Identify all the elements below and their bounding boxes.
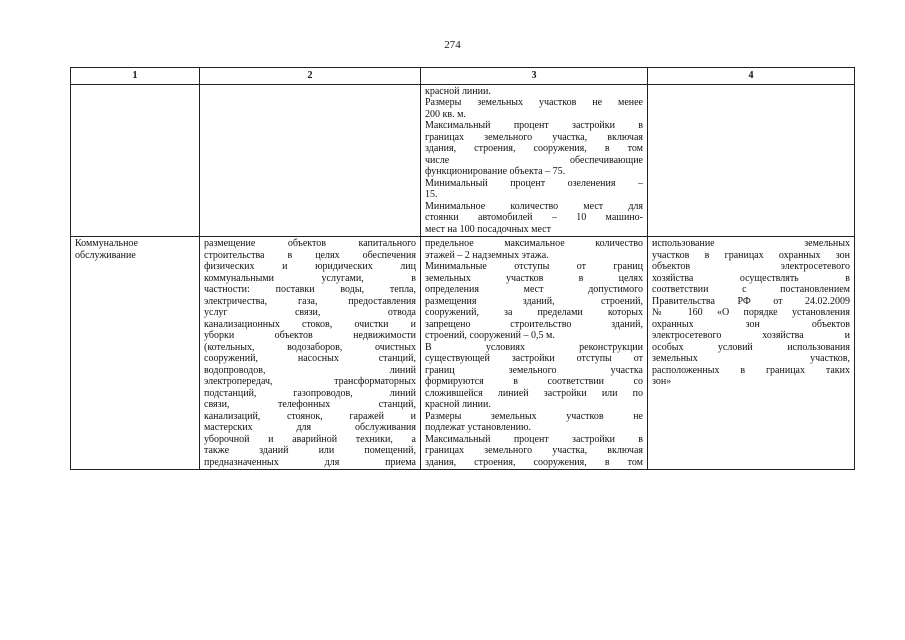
cell-text-line: Правительства РФ от 24.02.2009: [652, 295, 850, 307]
cell-text-line: мастерских для обслуживания: [204, 422, 416, 433]
cell-text-line: Минимальные отступы от границ: [425, 261, 643, 272]
land-use-type-cell: [71, 84, 200, 237]
cell-text-line: соответствии с постановлением: [652, 284, 850, 295]
cell-text-line: стоянки автомобилей – 10 машино-: [425, 212, 643, 223]
parameters-cell: [421, 237, 648, 470]
cell-text-line: строений, сооружений – 0,5 м.: [425, 330, 555, 341]
restrictions-cell: [648, 237, 855, 470]
cell-text-line: связи, телефонных станций,: [204, 399, 416, 410]
cell-text-line: частности: поставки воды, тепла,: [204, 284, 416, 295]
cell-text-line: водопроводов, линий: [204, 364, 416, 376]
cell-text-line: подстанций, газопроводов, линий: [204, 387, 416, 399]
cell-text-line: участков в границах охранных зон: [652, 249, 850, 261]
column-header-2: 2: [200, 68, 421, 85]
cell-text-line: предназначенных для приема: [204, 456, 416, 468]
cell-text-line: также зданий или помещений,: [204, 445, 416, 456]
cell-text-line: использование земельных: [652, 238, 850, 249]
cell-text-line: канализационных стоков, очистки и: [204, 318, 416, 330]
cell-text-line: Минимальное количество мест для: [425, 200, 643, 212]
column-header-1: 1: [71, 68, 200, 85]
cell-text-line: расположенных в границах таких: [652, 364, 850, 376]
cell-text-line: функционирование объекта – 75.: [425, 166, 566, 177]
cell-text-line: Коммунальное: [75, 238, 138, 249]
cell-text-line: красной линии.: [425, 85, 491, 97]
cell-text-line: физических и юридических лиц: [204, 261, 416, 272]
cell-text-line: размещение объектов капитального: [204, 238, 416, 249]
restrictions-cell: [648, 84, 855, 237]
cell-text-line: обслуживание: [75, 249, 136, 261]
table-header-row: [71, 68, 855, 85]
cell-text-line: № 160 «О порядке установления: [652, 307, 850, 318]
cell-text-line: мест на 100 посадочных мест: [425, 223, 551, 235]
cell-text-line: 15.: [425, 189, 438, 200]
cell-text-line: охранных зон объектов: [652, 318, 850, 330]
table-row: [71, 237, 855, 470]
description-cell: [200, 237, 421, 470]
cell-text-line: объектов электросетевого: [652, 261, 850, 272]
cell-text-line: электропередач, трансформаторных: [204, 376, 416, 387]
column-header-4: 4: [648, 68, 855, 85]
cell-text-line: числе обеспечивающие: [425, 154, 643, 166]
cell-text-line: красной линии.: [425, 399, 491, 410]
cell-text-line: границ земельного участка: [425, 364, 643, 376]
cell-text-line: услуг связи, отвода: [204, 307, 416, 318]
cell-text-line: Минимальный процент озеленения –: [425, 177, 643, 189]
cell-text-line: Размеры земельных участков не: [425, 410, 643, 422]
cell-text-line: существующей застройки отступы от: [425, 353, 643, 364]
cell-text-line: сооружений, насосных станций,: [204, 353, 416, 364]
cell-text-line: формируются в соответствии со: [425, 376, 643, 387]
cell-text-line: уборки объектов недвижимости: [204, 330, 416, 341]
cell-text-line: предельное максимальное количество: [425, 238, 643, 249]
cell-text-line: строительства в целях обеспечения: [204, 249, 416, 261]
regulations-table: [70, 67, 855, 470]
column-header-3: 3: [421, 68, 648, 85]
cell-text-line: Максимальный процент застройки в: [425, 120, 643, 131]
cell-text-line: сооружений, за пределами которых: [425, 307, 643, 318]
cell-text-line: здания, строения, сооружения, в том: [425, 143, 643, 154]
cell-text-line: границах земельного участка, включая: [425, 131, 643, 143]
cell-text-line: Размеры земельных участков не менее: [425, 97, 643, 108]
cell-text-line: коммунальными услугами, в: [204, 272, 416, 284]
cell-text-line: (котельных, водозаборов, очистных: [204, 341, 416, 353]
cell-text-line: уборочной и аварийной техники, а: [204, 433, 416, 445]
cell-text-line: 200 кв. м.: [425, 108, 466, 120]
table-row: [71, 84, 855, 237]
cell-text-line: запрещено строительство зданий,: [425, 318, 643, 330]
cell-text-line: Максимальный процент застройки в: [425, 433, 643, 445]
cell-text-line: зон»: [652, 376, 672, 387]
cell-text-line: здания, строения, сооружения, в том: [425, 456, 643, 468]
cell-text-line: этажей – 2 надземных этажа.: [425, 249, 549, 261]
cell-text-line: канализаций, стоянок, гаражей и: [204, 410, 416, 422]
cell-text-line: электричества, газа, предоставления: [204, 295, 416, 307]
cell-text-line: земельных участков,: [652, 353, 850, 364]
cell-text-line: границах земельного участка, включая: [425, 445, 643, 456]
cell-text-line: подлежат установлению.: [425, 422, 531, 433]
cell-text-line: электросетевого хозяйства и: [652, 330, 850, 341]
parameters-cell: [421, 84, 648, 237]
cell-text-line: особых условий использования: [652, 341, 850, 353]
description-cell: [200, 84, 421, 237]
land-use-type-cell: [71, 237, 200, 470]
cell-text-line: хозяйства осуществлять в: [652, 272, 850, 284]
cell-text-line: земельных участков в целях: [425, 272, 643, 284]
page-number: 274: [444, 39, 461, 51]
cell-text-line: определения мест допустимого: [425, 284, 643, 295]
cell-text-line: сложившейся линией застройки или по: [425, 387, 643, 399]
cell-text-line: размещения зданий, строений,: [425, 295, 643, 307]
cell-text-line: В условиях реконструкции: [425, 341, 643, 353]
